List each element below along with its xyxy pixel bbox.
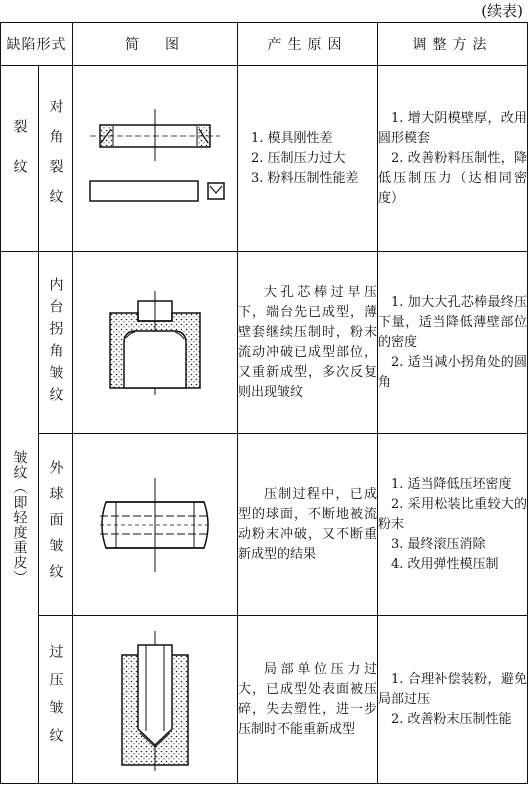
overpress-wrinkle-diagram [80, 625, 230, 775]
form-outer-sphere-wrinkle: 外球面皱纹 [39, 434, 73, 616]
category-wrinkle: 皱纹（即轻度重皮） [1, 252, 39, 784]
diagram-overpress-wrinkle [73, 616, 238, 784]
diagonal-crack-diagram [80, 99, 230, 219]
causes-overpress-wrinkle: 局部单位压力过大，已成型处表面被压碎，失去塑性，进一步压制时不能重新成型 [238, 616, 378, 784]
defects-table [0, 22, 528, 784]
causes-inner-corner-wrinkle: 大孔芯棒过早压下，端台先已成型，薄壁套继续压制时，粉末流动冲破已成型部位，又重新成型，多次反复则出现皱纹 [238, 252, 378, 434]
causes-outer-sphere-wrinkle: 压制过程中，已成型的球面，不断地被流动粉末冲破，又不断重新成型的结果 [238, 434, 378, 616]
diagram-outer-sphere-wrinkle [73, 434, 238, 616]
diagram-diagonal-crack [73, 66, 238, 252]
header-diagram: 简 图 [73, 23, 238, 66]
header-row [1, 23, 528, 66]
form-overpress-wrinkle: 过压皱纹 [39, 616, 73, 784]
remedies-diagonal-crack: 1. 增大阴模壁厚，改用圆形模套 2. 改善粉料压制性，降低压制压力（达相同密度） [378, 66, 528, 252]
table-row [1, 66, 528, 252]
outer-sphere-wrinkle-diagram [80, 470, 230, 580]
form-inner-corner-wrinkle: 内台拐角皱纹 [39, 252, 73, 434]
causes-diagonal-crack: 1. 模具刚性差 2. 压制压力过大 3. 粉料压制性能差 [238, 66, 378, 252]
category-crack: 裂纹 [1, 66, 39, 252]
inner-corner-wrinkle-diagram [80, 283, 230, 403]
table-row [1, 434, 528, 616]
remedies-overpress-wrinkle: 1. 合理补偿装粉，避免局部过压 2. 改善粉末压制性能 [378, 616, 528, 784]
table-row [1, 616, 528, 784]
remedies-outer-sphere-wrinkle: 1. 适当降低压坯密度 2. 采用松装比重较大的粉末 3. 最终滚压消除 4. 改用弹性模压制 [378, 434, 528, 616]
header-cause: 产生原因 [238, 23, 378, 66]
continued-label: (续表) [481, 2, 523, 20]
form-diagonal-crack: 对角裂纹 [39, 66, 73, 252]
remedies-inner-corner-wrinkle: 1. 加大大孔芯棒最终压下量，适当降低薄壁部位的密度 2. 适当减小拐角处的圆角 [378, 252, 528, 434]
header-remedy: 调整方法 [378, 23, 528, 66]
header-form: 缺陷形式 [1, 23, 73, 66]
diagram-inner-corner-wrinkle [73, 252, 238, 434]
table-row [1, 252, 528, 434]
